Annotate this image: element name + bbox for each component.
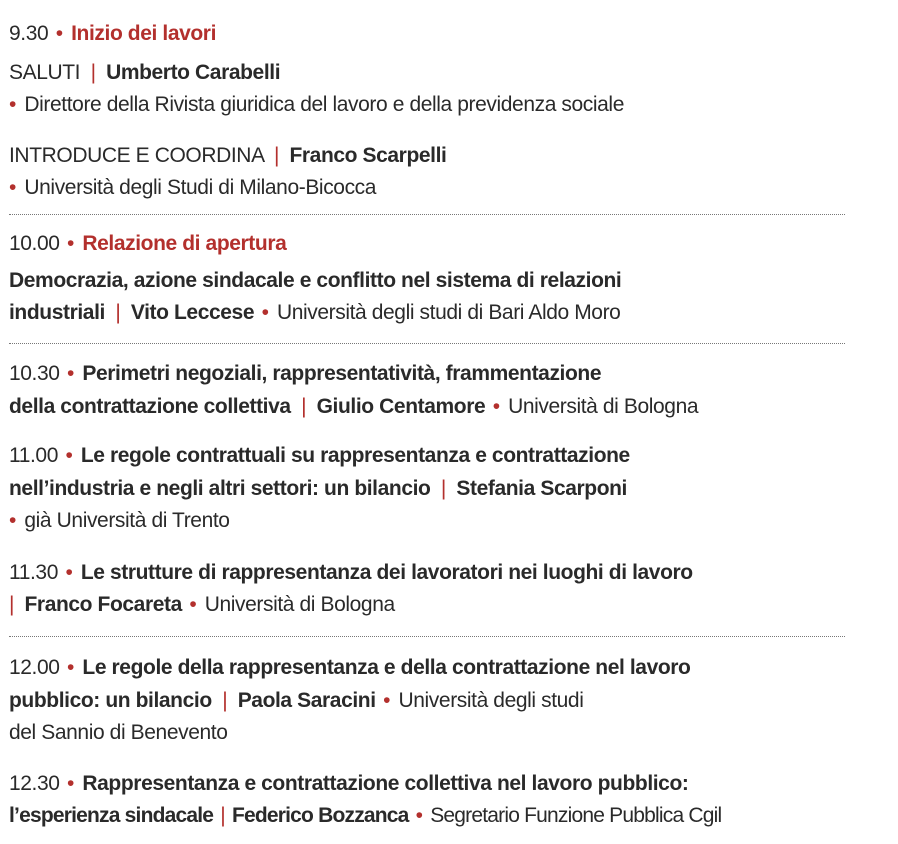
bullet: • — [67, 656, 74, 679]
talk-title-line — [9, 296, 620, 329]
talk-title-line — [9, 684, 583, 717]
role-label: SALUTI — [9, 61, 81, 84]
bullet: • — [67, 232, 74, 255]
talk-time: 11.00 — [9, 444, 58, 467]
bullet: • — [9, 93, 16, 116]
bullet: • — [415, 804, 423, 827]
affiliation-line — [9, 716, 227, 749]
speaker-affiliation: Università di Bologna — [204, 593, 395, 616]
talk-title: nell’industria e negli altri settori: un bilancio — [9, 477, 431, 500]
bullet: • — [67, 772, 74, 795]
talk-time: 10.30 — [9, 362, 60, 385]
bullet: • — [383, 689, 391, 712]
speaker-name: Franco Focareta — [24, 593, 182, 616]
greeting-line — [9, 56, 280, 89]
bullet: • — [67, 362, 74, 385]
talk-title: Le regole contrattuali su rappresentanza e contrattazione — [80, 444, 630, 467]
affiliation-line — [9, 88, 624, 121]
talk-title-line — [9, 264, 621, 297]
speaker-affiliation: Università degli Studi di Milano-Bicocca — [24, 176, 377, 199]
bullet: • — [9, 509, 16, 532]
session-header — [9, 227, 286, 260]
session-header — [9, 17, 216, 50]
bullet: • — [65, 444, 73, 467]
talk-title: Perimetri negoziali, rappresentatività, frammentazione — [82, 362, 602, 385]
divider-bar: | — [220, 804, 225, 827]
speaker-name: Paola Saracini — [237, 689, 376, 712]
talk-title: industriali — [9, 301, 105, 324]
talk-title-line — [9, 767, 688, 800]
bullet: • — [65, 561, 73, 584]
dotted-separator — [9, 636, 845, 637]
talk-title-line — [9, 357, 601, 390]
divider-bar: | — [222, 689, 228, 712]
speaker-affiliation: Università degli studi — [398, 689, 584, 712]
talk-title: l’esperienza sindacale — [9, 804, 214, 827]
speaker-name: Franco Scarpelli — [289, 144, 447, 167]
speaker-affiliation: Università di Bologna — [508, 395, 699, 418]
speaker-name: Federico Bozzanca — [231, 804, 409, 827]
session-title: Relazione di apertura — [82, 232, 287, 255]
talk-title-line — [9, 472, 627, 505]
talk-title: pubblico: un bilancio — [9, 689, 212, 712]
session-time: 9.30 — [9, 22, 49, 45]
talk-title-line — [9, 439, 630, 472]
session-title: Inizio dei lavori — [71, 22, 217, 45]
speaker-name: Giulio Centamore — [316, 395, 486, 418]
talk-title: della contrattazione collettiva — [9, 395, 291, 418]
speaker-line — [9, 588, 395, 621]
divider-bar: | — [273, 144, 280, 167]
speaker-affiliation: Direttore della Rivista giuridica del lavoro e della previdenza sociale — [24, 93, 624, 116]
bullet: • — [261, 301, 269, 324]
speaker-affiliation: Segretario Funzione Pubblica Cgil — [430, 804, 722, 827]
moderator-line — [9, 139, 446, 172]
talk-title-line — [9, 556, 693, 589]
bullet: • — [9, 176, 16, 199]
speaker-name: Umberto Carabelli — [106, 61, 281, 84]
bullet: • — [189, 593, 197, 616]
talk-time: 12.00 — [9, 656, 60, 679]
divider-bar: | — [9, 593, 15, 616]
speaker-name: Stefania Scarponi — [456, 477, 627, 500]
talk-title: Democrazia, azione sindacale e conflitto nel sistema di relazioni — [9, 269, 622, 292]
role-label: INTRODUCE E COORDINA — [9, 144, 264, 167]
divider-bar: | — [301, 395, 307, 418]
divider-bar: | — [115, 301, 121, 324]
talk-title-line — [9, 651, 690, 684]
affiliation-line — [9, 504, 230, 537]
talk-title: Rappresentanza e contrattazione collettiva nel lavoro pubblico: — [82, 772, 689, 795]
speaker-affiliation: Università degli studi di Bari Aldo Moro — [276, 301, 621, 324]
dotted-separator — [9, 214, 845, 215]
divider-bar: | — [440, 477, 446, 500]
speaker-name: Vito Leccese — [130, 301, 255, 324]
talk-title-line — [9, 390, 698, 423]
talk-time: 11.30 — [9, 561, 58, 584]
talk-title-line — [9, 799, 721, 832]
session-time: 10.00 — [9, 232, 60, 255]
speaker-affiliation: già Università di Trento — [24, 509, 230, 532]
talk-title: Le strutture di rappresentanza dei lavoratori nei luoghi di lavoro — [80, 561, 693, 584]
bullet: • — [55, 22, 63, 45]
divider-bar: | — [90, 61, 96, 84]
dotted-separator — [9, 343, 845, 344]
affiliation-line — [9, 171, 376, 204]
talk-time: 12.30 — [9, 772, 60, 795]
speaker-affiliation: del Sannio di Benevento — [9, 721, 228, 744]
bullet: • — [492, 395, 500, 418]
talk-title: Le regole della rappresentanza e della contrattazione nel lavoro — [82, 656, 691, 679]
